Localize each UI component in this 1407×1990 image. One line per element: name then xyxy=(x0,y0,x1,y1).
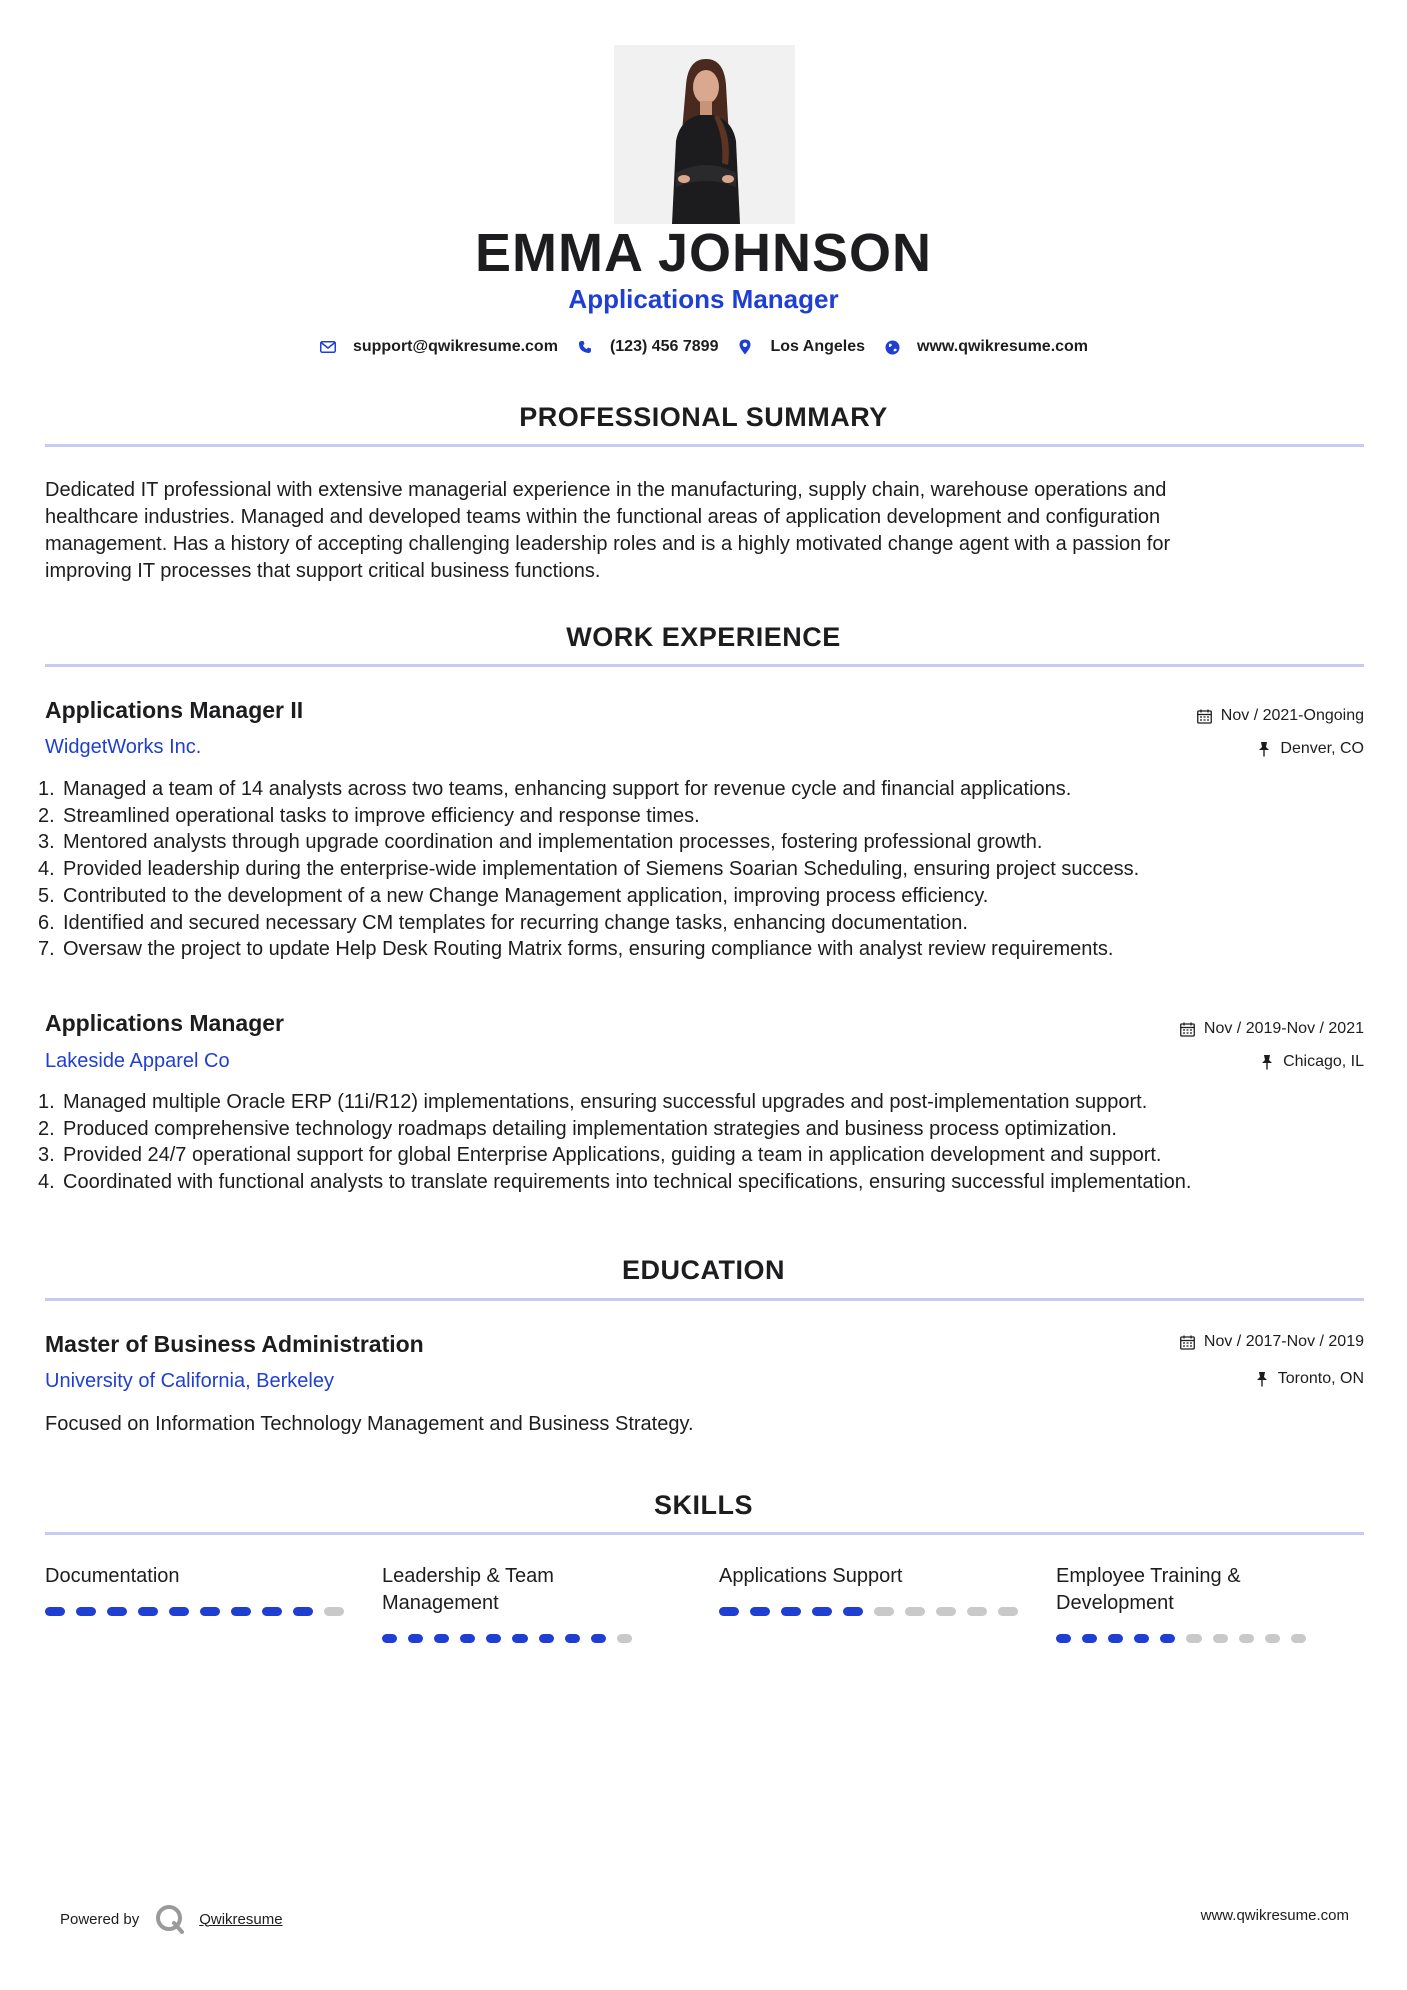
education-heading: EDUCATION xyxy=(622,1255,785,1285)
school-name: University of California, Berkeley xyxy=(45,1370,334,1392)
job-location xyxy=(1259,1053,1364,1071)
skill-dot-filled xyxy=(512,1634,527,1643)
phone-text: (123) 456 7899 xyxy=(609,338,719,355)
candidate-role: Applications Manager xyxy=(568,284,839,314)
skill-dot-filled xyxy=(750,1607,770,1616)
summary-line: improving IT processes that support critical business functions. xyxy=(45,560,601,582)
footer-website[interactable]: www.qwikresume.com xyxy=(1200,1907,1349,1924)
skill-dot-filled xyxy=(45,1607,65,1616)
education-location-text: Toronto, ON xyxy=(1277,1370,1364,1387)
skills-heading: SKILLS xyxy=(653,1490,753,1520)
skill-dot-filled xyxy=(565,1634,580,1643)
skill-name: Leadership & Team Management xyxy=(382,1565,554,1614)
summary-heading: PROFESSIONAL SUMMARY xyxy=(519,402,888,432)
skill-dot-filled xyxy=(1160,1634,1175,1643)
summary-divider xyxy=(45,444,1364,447)
contact-website[interactable] xyxy=(883,338,1088,356)
skill-name: Documentation xyxy=(45,1565,180,1587)
qwikresume-link[interactable]: Qwikresume xyxy=(199,1910,283,1928)
envelope-icon xyxy=(319,338,337,356)
skill-name: Employee Training & Development xyxy=(1056,1565,1241,1614)
skill-dot-filled xyxy=(382,1634,397,1643)
skill-dot-filled xyxy=(591,1634,606,1643)
skill-dot-empty xyxy=(874,1607,894,1616)
skill-dot-empty xyxy=(1213,1634,1228,1643)
skill-dot-filled xyxy=(1056,1634,1071,1643)
job-dates xyxy=(1180,1020,1364,1038)
skill-dot-empty xyxy=(1291,1634,1306,1643)
skill-dot-filled xyxy=(76,1607,96,1616)
skill-dot-filled xyxy=(1082,1634,1097,1643)
skill-dot-empty xyxy=(1265,1634,1280,1643)
education-description: Focused on Information Technology Management and Business Strategy. xyxy=(45,1413,694,1435)
job-title: Applications Manager II xyxy=(45,697,304,723)
skill-dot-filled xyxy=(843,1607,863,1616)
skill-dot-filled xyxy=(200,1607,220,1616)
skill-dot-filled xyxy=(1108,1634,1123,1643)
calendar-icon xyxy=(1180,1334,1196,1350)
degree-title: Master of Business Administration xyxy=(45,1331,424,1357)
job-location-text: Denver, CO xyxy=(1280,740,1364,757)
skill-dot-filled xyxy=(262,1607,282,1616)
list-item: 3. Provided 24/7 operational support for global Enterprise Applications, guiding a team in application development and support. xyxy=(38,1144,1162,1167)
experience-divider xyxy=(45,664,1364,667)
skill-dot-filled xyxy=(486,1634,501,1643)
skill-dot-empty xyxy=(998,1607,1018,1616)
skill-dot-filled xyxy=(293,1607,313,1616)
location-text: Los Angeles xyxy=(770,338,866,355)
list-item: 3. Mentored analysts through upgrade coordination and implementation processes, fostering professional growth. xyxy=(38,831,1043,854)
profile-photo xyxy=(614,45,795,224)
qwikresume-logo-icon xyxy=(155,1904,185,1934)
job-bullets xyxy=(38,1089,1368,1196)
pushpin-icon xyxy=(1259,1054,1275,1070)
job-dates xyxy=(1197,707,1364,725)
job-title: Applications Manager xyxy=(45,1010,284,1036)
skill-dot-filled xyxy=(719,1607,739,1616)
contact-bar xyxy=(0,338,1407,356)
skill-dot-filled xyxy=(781,1607,801,1616)
list-item: 1. Managed a team of 14 analysts across two teams, enhancing support for revenue cycle and financial applications. xyxy=(38,778,1072,800)
skill-dot-filled xyxy=(231,1607,251,1616)
list-item: 6. Identified and secured necessary CM templates for recurring change tasks, enhancing documentation. xyxy=(38,911,968,934)
skill-dot-filled xyxy=(107,1607,127,1616)
education-location xyxy=(1254,1370,1364,1388)
list-item: 4. Provided leadership during the enterprise-wide implementation of Siemens Soarian Scheduling, ensuring project success. xyxy=(38,858,1140,881)
contact-phone[interactable] xyxy=(576,338,719,356)
skill-item xyxy=(719,1563,1019,1616)
pushpin-icon xyxy=(1256,741,1272,757)
summary-line: healthcare industries. Managed and developed teams within the functional areas of application development and configuration xyxy=(45,506,1161,528)
skill-dot-filled xyxy=(169,1607,189,1616)
list-item: 5. Contributed to the development of a new Change Management application, improving process efficiency. xyxy=(38,884,989,907)
skill-dot-empty xyxy=(936,1607,956,1616)
skill-rating xyxy=(719,1607,1019,1616)
phone-icon xyxy=(576,338,594,356)
job-dates-text: Nov / 2019-Nov / 2021 xyxy=(1203,1020,1364,1037)
skill-item xyxy=(1056,1563,1306,1643)
education-dates xyxy=(1180,1333,1364,1351)
contact-location xyxy=(736,338,865,356)
skill-dot-filled xyxy=(408,1634,423,1643)
skill-dot-filled xyxy=(1134,1634,1149,1643)
education-divider xyxy=(45,1298,1364,1301)
globe-icon xyxy=(883,338,901,356)
skill-dot-empty xyxy=(1239,1634,1254,1643)
skill-rating xyxy=(382,1634,632,1643)
skill-item xyxy=(382,1563,632,1643)
skill-dot-filled xyxy=(460,1634,475,1643)
skill-dot-filled xyxy=(539,1634,554,1643)
list-item: 7. Oversaw the project to update Help Desk Routing Matrix forms, ensuring compliance with analyst review requirements. xyxy=(38,938,1114,961)
list-item: 1. Managed multiple Oracle ERP (11i/R12) implementations, ensuring successful upgrades and post-implementation support. xyxy=(38,1091,1148,1113)
skills-divider xyxy=(45,1532,1364,1535)
pushpin-icon xyxy=(1254,1371,1270,1387)
job-location xyxy=(1256,740,1364,758)
skill-dot-empty xyxy=(905,1607,925,1616)
skill-dot-filled xyxy=(434,1634,449,1643)
job-company: Lakeside Apparel Co xyxy=(45,1050,230,1072)
education-dates-text: Nov / 2017-Nov / 2019 xyxy=(1203,1333,1364,1350)
skill-dot-empty xyxy=(324,1607,344,1616)
skill-dot-empty xyxy=(1186,1634,1201,1643)
calendar-icon xyxy=(1197,708,1213,724)
summary-line: management. Has a history of accepting challenging leadership roles and is a highly motivated change agent with a passion for xyxy=(45,533,1171,555)
person-photo-icon xyxy=(614,45,795,224)
skill-name: Applications Support xyxy=(719,1565,903,1587)
skill-dot-filled xyxy=(138,1607,158,1616)
calendar-icon xyxy=(1180,1021,1196,1037)
skill-dot-empty xyxy=(617,1634,632,1643)
job-location-text: Chicago, IL xyxy=(1283,1053,1364,1070)
email-text: support@qwikresume.com xyxy=(352,338,558,355)
list-item: 2. Produced comprehensive technology roadmaps detailing implementation strategies and business process optimization. xyxy=(38,1117,1117,1140)
skill-dot-filled xyxy=(812,1607,832,1616)
summary-text xyxy=(45,477,1345,585)
summary-line: Dedicated IT professional with extensive managerial experience in the manufacturing, supply chain, warehouse operations and xyxy=(45,479,1167,501)
job-bullets xyxy=(38,776,1368,963)
job-company: WidgetWorks Inc. xyxy=(45,736,202,758)
skill-item xyxy=(45,1563,345,1616)
footer-powered-by xyxy=(60,1904,283,1934)
map-pin-icon xyxy=(736,338,754,356)
candidate-name: EMMA JOHNSON xyxy=(474,223,933,283)
experience-heading: WORK EXPERIENCE xyxy=(566,622,841,652)
website-text: www.qwikresume.com xyxy=(917,338,1089,355)
skill-rating xyxy=(1056,1634,1306,1643)
skill-rating xyxy=(45,1607,345,1616)
list-item: 2. Streamlined operational tasks to improve efficiency and response times. xyxy=(38,804,700,827)
powered-by-label: Powered by xyxy=(60,1910,140,1928)
job-dates-text: Nov / 2021-Ongoing xyxy=(1220,707,1364,724)
list-item: 4. Coordinated with functional analysts to translate requirements into technical specifications, ensuring successful implementation. xyxy=(38,1171,1192,1194)
contact-email[interactable] xyxy=(319,338,558,356)
skill-dot-empty xyxy=(967,1607,987,1616)
